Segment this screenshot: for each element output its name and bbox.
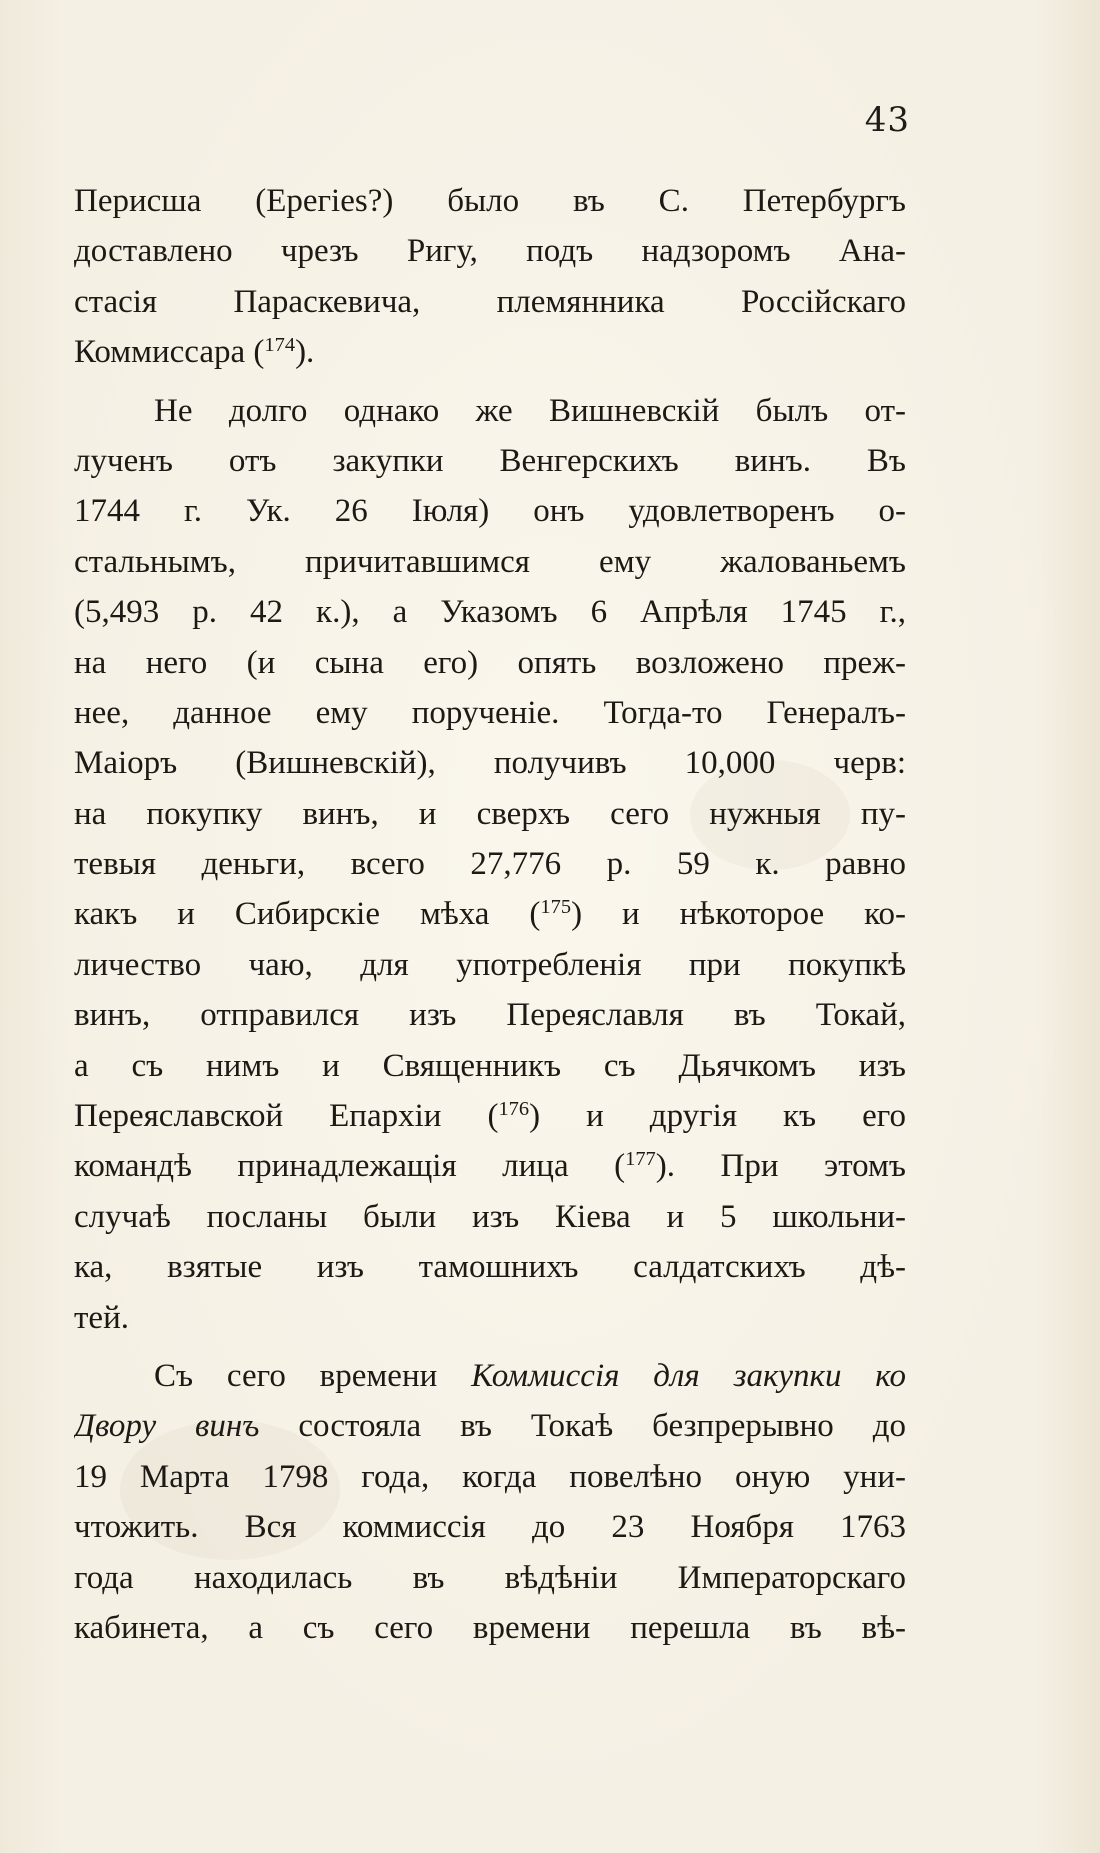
text-line: на покупку винъ, и сверхъ сего нужныя пу- (74, 795, 906, 832)
text-line: Двору винъ состояла въ Токаѣ безпрерывно до (74, 1408, 906, 1445)
text-line: командѣ принадлежащія лица ($^{177}$). При этомъ (74, 1148, 906, 1185)
footnote-ref: 177 (625, 1148, 656, 1171)
paragraph (74, 386, 906, 1343)
text-line: Коммиссара ($^{174}$). (74, 333, 315, 371)
text-line: стальнымъ, причитавшимся ему жалованьемъ (74, 543, 906, 580)
text-line: лученъ отъ закупки Венгерскихъ винъ. Въ (74, 442, 906, 479)
text-line: какъ и Сибирскіе мѣха ($^{175}$) и нѣкоторое ко- (74, 896, 906, 933)
text-line: нее, данное ему порученіе. Тогда-то Генералъ- (74, 694, 906, 731)
text-line: года находилась въ вѣдѣніи Императорскаго (74, 1559, 906, 1596)
paragraph (74, 176, 906, 378)
text-line: стасія Параскевича, племянника Россійскаго (74, 283, 906, 320)
footnote-ref: 174 (264, 333, 296, 356)
text-line: кабинета, а съ сего времени перешла въ вѣ- (74, 1609, 906, 1646)
text-line: тевыя деньги, всего 27,776 р. 59 к. равно (74, 846, 906, 883)
text-line: случаѣ посланы были изъ Кіева и 5 школьни- (74, 1198, 906, 1235)
paragraph (74, 1351, 906, 1653)
footnote-ref: 176 (498, 1097, 530, 1120)
text-line: личество чаю, для употребленія при покупкѣ (74, 946, 906, 983)
text-line: 19 Марта 1798 года, когда повелѣно оную уни- (74, 1458, 906, 1495)
text-line: чтожить. Вся коммиссія до 23 Ноября 1763 (74, 1509, 906, 1546)
text-line: (5,493 р. 42 к.), а Указомъ 6 Апрѣля 1745 г., (74, 594, 906, 631)
text-line: 1744 г. Ук. 26 Іюля) онъ удовлетворенъ о- (74, 493, 906, 530)
text-line: Не долго однако же Вишневскій былъ от- (154, 392, 906, 429)
text-line: а съ нимъ и Священникъ съ Дьячкомъ изъ (74, 1047, 906, 1084)
body-text (74, 176, 906, 1653)
text-line: Съ сего времени Коммиссія для закупки ко (154, 1357, 906, 1394)
page-number: 43 (864, 100, 910, 140)
text-line: Маіоръ (Вишневскій), получивъ 10,000 черв: (74, 745, 906, 782)
footnote-ref: 175 (540, 896, 572, 919)
text-line: тей. (74, 1299, 129, 1336)
text-line: доставлено чрезъ Ригу, подъ надзоромъ Ана- (74, 233, 906, 270)
text-line: Перисша (Epeгies?) было въ С. Петербургъ (74, 183, 906, 219)
text-line: ка, взятые изъ тамошнихъ салдатскихъ дѣ- (74, 1249, 906, 1286)
text-line: Переяславской Епархіи ($^{176}$) и другія къ его (74, 1097, 906, 1135)
text-line: винъ, отправился изъ Переяславля въ Токай, (74, 997, 906, 1034)
text-line: на него (и сына его) опять возложено преж- (74, 644, 906, 681)
